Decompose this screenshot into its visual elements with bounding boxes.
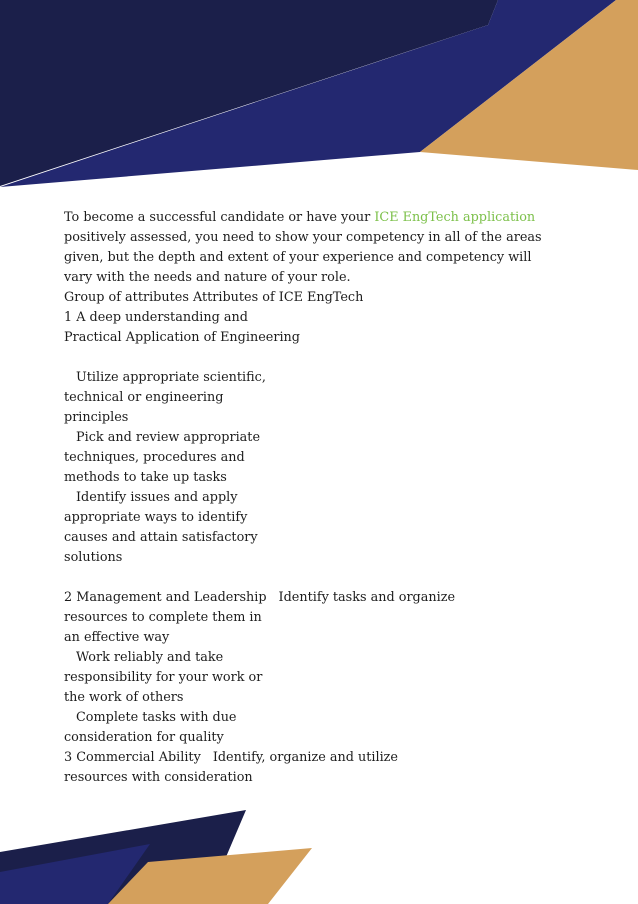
bottom-navy-band <box>0 844 150 904</box>
intro-line: vary with the needs and nature of your role. <box>64 270 351 285</box>
top-navy-band <box>0 0 616 187</box>
intro-line: positively assessed, you need to show your competency in all of the areas <box>64 230 542 245</box>
group-heading: Group of attributes Attributes of ICE EngTech <box>64 290 364 305</box>
bottom-gold-shape <box>108 848 312 904</box>
intro-first-line: To become a successful candidate or have your ICE EngTech application <box>64 210 536 225</box>
section1-title: 1 A deep understanding and <box>64 310 248 325</box>
section1-item: Pick and review appropriate techniques, procedures and methods to take up tasks <box>64 430 261 485</box>
document-body: To become a successful candidate or have your ICE EngTech application positively assessed, you need to show your competency in all of the areas given, but the depth and extent of your experience and competency will vary with the needs and nature of your role. Group of attributes Attributes of ICE EngTech 1 A deep understanding and Practical Application of Engineering Utilize appropriate scientific, technical or engineering principles Pick and review appropriate techniques, procedures and methods to take up tasks Identify issues and apply appropriate ways to identify causes and attain satisfactory solutions 2 Management and Leadership Identify tasks and organize resources to complete them in an effective way Work reliably and take responsibility for your work or the work of others Complete tasks with due consideration for quality 3 Commercial Ability Identify, organize and utilize resources with consideration <box>64 208 564 788</box>
section3-title-line: 3 Commercial Ability Identify, organize and utilize <box>64 750 398 765</box>
section2-title: 2 Management and Leadership <box>64 590 267 605</box>
section1-title: Practical Application of Engineering <box>64 330 300 345</box>
section2-title-line: 2 Management and Leadership Identify tasks and organize <box>64 590 456 605</box>
section1-item: Identify issues and apply appropriate ways to identify causes and attain satisfactory solutions <box>64 490 258 565</box>
top-gold-shape <box>420 0 638 170</box>
section2-item: Complete tasks with due consideration for quality <box>64 710 237 745</box>
section2-item: Work reliably and take responsibility for your work or the work of others <box>64 650 263 705</box>
section3-title: 3 Commercial Ability <box>64 750 201 765</box>
top-navy-shape <box>0 0 498 186</box>
section1-item: Utilize appropriate scientific, technical or engineering principles <box>64 370 266 425</box>
intro-line: given, but the depth and extent of your experience and competency will <box>64 250 532 265</box>
ice-engtech-link[interactable]: ICE EngTech application <box>374 210 536 225</box>
bottom-navy-shape <box>0 810 246 904</box>
